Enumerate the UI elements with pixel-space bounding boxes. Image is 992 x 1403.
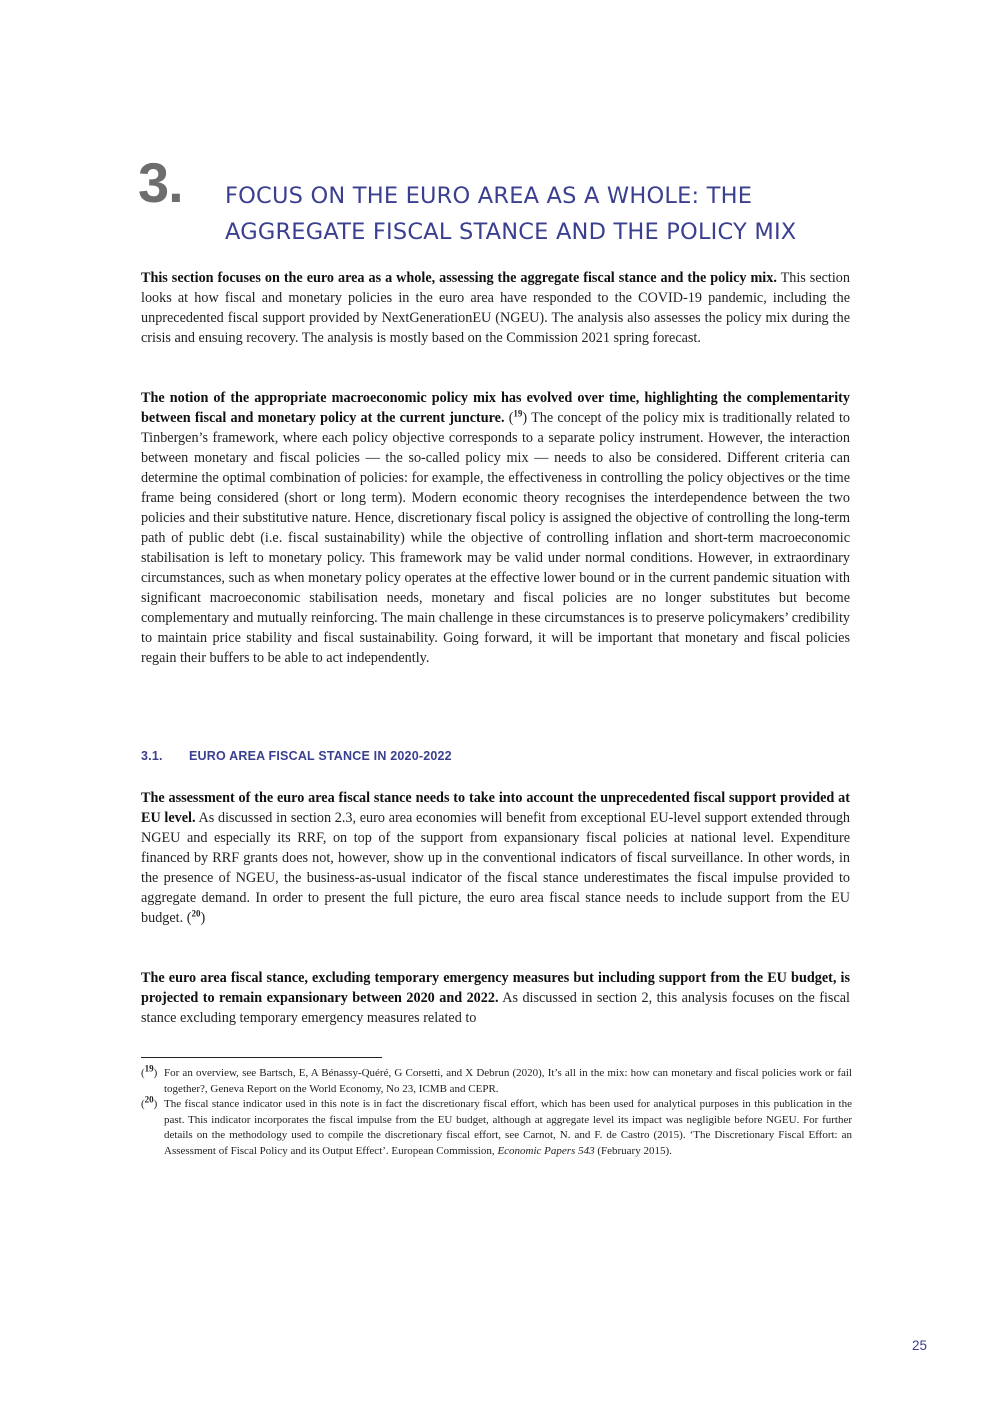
paragraph-text: The concept of the policy mix is traditionally related to Tinbergen’s framework, where each policy objective corresponds to a separate policy instrument. However, the interaction between monetary and fiscal policies — the so-called policy mix — needs to also be considered. Different criteria can determine the optimal combination of policies: for example, the effectiveness in controlling the policy objectives or the time frame being considered (short or long term). Modern economic theory recognises the interdependence between the two policies and their substitutive nature. Hence, discretionary fiscal policy is assigned the objective of controlling the long-term path of public debt (i.e. fiscal sustainability) while the objective of controlling inflation and short-term macroeconomic stabilisation is left to monetary policy. This framework may be valid under normal conditions. However, in extraordinary circumstances, such as when monetary policy operates at the effective lower bound or in the current pandemic situation with significant macroeconomic stabilisation needs, monetary and fiscal policies are no longer substitutes but become complementary and mutually reinforcing. The main challenge in these circumstances is to preserve policymakers’ credibility to maintain price stability and fiscal sustainability. Going forward, it will be important that monetary and fiscal policies regain their buffers to be able to act independently.	[141, 410, 850, 666]
policy-mix-paragraph: The notion of the appropriate macroeconomic policy mix has evolved over time, highlighting the complementarity between fiscal and monetary policy at the current juncture. ($^{19}$) The concept of the policy mix is traditionally related to Tinbergen’s framework, where each policy objective corresponds to a separate policy instrument. However, the interaction between monetary and fiscal policies — the so-called policy mix — needs to also be considered. Different criteria can determine the optimal combination of policies: for example, the effectiveness in controlling the policy objectives or the time frame being considered (short or long term). Modern economic theory recognises the interdependence between the two policies and their substitutive nature. Hence, discretionary fiscal policy is assigned the objective of controlling the long-term path of public debt (i.e. fiscal sustainability) while the objective of controlling inflation and short-term macroeconomic stabilisation is left to monetary policy. This framework may be valid under normal conditions. However, in extraordinary circumstances, such as when monetary policy operates at the effective lower bound or in the current pandemic situation with significant macroeconomic stabilisation needs, monetary and fiscal policies are no longer substitutes but become complementary and mutually reinforcing. The main challenge in these circumstances is to preserve policymakers’ credibility to maintain price stability and fiscal sustainability. Going forward, it will be important that monetary and fiscal policies regain their buffers to be able to act independently.	[141, 390, 850, 666]
chapter-title-line-2: AGGREGATE FISCAL STANCE AND THE POLICY MIX	[225, 219, 797, 245]
fiscal-stance-paragraph	[141, 968, 850, 1028]
footnote-19	[141, 1063, 852, 1097]
paragraph-text: This section looks at how fiscal and monetary policies in the euro area have responded to the COVID-19 pandemic, including the unprecedented fiscal support provided by NextGenerationEU (NGEU). The analysis also assesses the policy mix during the crisis and ensuing recovery. The analysis is mostly based on the Commission 2021 spring forecast.	[141, 270, 850, 346]
chapter-number: 3.	[138, 151, 183, 214]
lead-sentence: This section focuses on the euro area as a whole, assessing the aggregate fiscal stance and the policy mix.	[141, 270, 777, 286]
section-number: 3.1.	[141, 749, 163, 763]
chapter-title-line-1: FOCUS ON THE EURO AREA AS A WHOLE: THE	[225, 183, 753, 209]
intro-paragraph	[141, 268, 850, 348]
lead-sentence: The notion of the appropriate macroeconomic policy mix has evolved over time, highlighting the complementarity between fiscal and monetary policy at the current juncture.	[141, 390, 850, 426]
publication-title: Economic Papers 543	[497, 1144, 595, 1157]
paragraph-text: As discussed in section 2.3, euro area economies will benefit from exceptional EU-level support extended through NGEU and especially its RRF, on top of the support from expansionary fiscal policies at national level. Expenditure financed by RRF grants does not, however, show up in the conventional indicators of fiscal surveillance. In other words, in the presence of NGEU, the business-as-usual indicator of the fiscal stance underestimates the fiscal impulse provided to aggregate demand. In order to present the full picture, the euro area fiscal stance needs to include support from the EU budget.	[141, 810, 851, 926]
footnote-ref-19[interactable]: 19	[513, 408, 523, 419]
chapter-title	[225, 178, 865, 250]
footnote-text: For an overview, see Bartsch, E, A Bénassy-Quéré, G Corsetti, and X Debrun (2020), It’s all in the mix: how can monetary and fiscal policies work or fail together?, Geneva Report on the World Economy, No 23, ICMB and CEPR.	[164, 1067, 852, 1095]
footnote-marker: ($^{19}$)	[141, 1063, 158, 1079]
lead-sentence: The assessment of the euro area fiscal stance needs to take into account the unprecedented fiscal support provided at EU level.	[141, 790, 850, 826]
footnote-text: The fiscal stance indicator used in this note is in fact the discretionary fiscal effort, which has been used for analytical purposes in this publication in the past. This indicator incorporates the fiscal impulse from the EU budget, although at aggregate level its impact was negligible before NGEU. For further details on the methodology used to compile the discretionary fiscal effort, see Carnot, N. and F. de Castro (2015). ‘The Discretionary Fiscal Effort: an Assessment of Fiscal Policy and its Output Effect’. European Commission, Economic Papers 543 (February 2015).	[164, 1098, 852, 1157]
footnote-ref-20[interactable]: 20	[191, 908, 201, 919]
section-heading	[141, 749, 452, 763]
lead-sentence: The euro area fiscal stance, excluding temporary emergency measures but including support from the EU budget, is projected to remain expansionary between 2020 and 2022.	[141, 970, 850, 1006]
eu-support-paragraph: The assessment of the euro area fiscal stance needs to take into account the unprecedented fiscal support provided at EU level. As discussed in section 2.3, euro area economies will benefit from exceptional EU-level support extended through NGEU and especially its RRF, on top of the support from expansionary fiscal policies at national level. Expenditure financed by RRF grants does not, however, show up in the conventional indicators of fiscal surveillance. In other words, in the presence of NGEU, the business-as-usual indicator of the fiscal stance underestimates the fiscal impulse provided to aggregate demand. In order to present the full picture, the euro area fiscal stance needs to include support from the EU budget. ($^{20}$)	[141, 790, 851, 926]
footnote-marker: ($^{20}$)	[141, 1094, 158, 1110]
footnote-20	[141, 1094, 852, 1159]
footnote-divider	[141, 1057, 382, 1058]
section-title: EURO AREA FISCAL STANCE IN 2020-2022	[189, 749, 452, 763]
paragraph-text: As discussed in section 2, this analysis focuses on the fiscal stance excluding temporary emergency measures related to	[141, 990, 850, 1026]
page-number: 25	[912, 1338, 928, 1353]
